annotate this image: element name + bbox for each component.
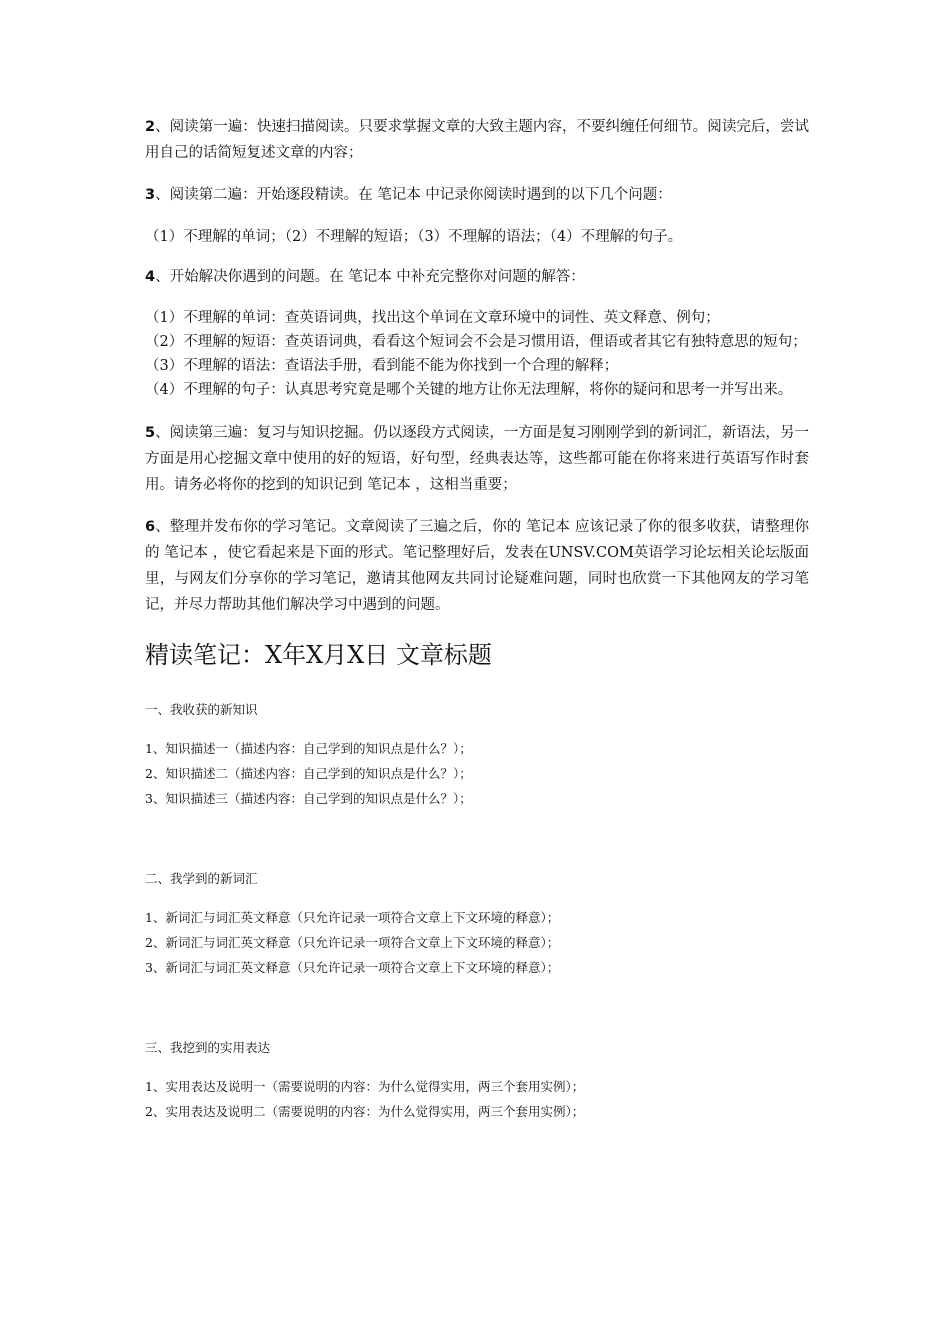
step-4-paragraph (145, 264, 809, 290)
step-text: 、整理并发布你的学习笔记。文章阅读了三遍之后，你的 笔记本 应该记录了你的很多收获，请整理你的 笔记本 ，使它看起来是下面的形式。笔记整理好后，发表在UNSV.COM英语学习论坛相关论坛版面里，与网友们分享你的学习笔记，邀请其他网友共同讨论疑难问题，同时也欣赏一下其他网友的学习笔记，并尽力帮助其他们解决学习中遇到的问题。 (145, 519, 809, 613)
step-5-paragraph (145, 420, 809, 498)
section-title: 三、我挖到的实用表达 (145, 1040, 271, 1055)
section-new-knowledge (145, 700, 809, 811)
notes-title: 精读笔记：X年X月X日 文章标题 (145, 641, 492, 669)
list-item: 2、知识描述二（描述内容：自己学到的知识点是什么？）； (145, 766, 472, 781)
step-3-paragraph (145, 182, 809, 208)
step-text: 、阅读第一遍：快速扫描阅读。只要求掌握文章的大致主题内容，不要纠缠任何细节。阅读完后，尝试用自己的话简短复述文章的内容； (145, 119, 809, 161)
section-title: 二、我学到的新词汇 (145, 871, 258, 886)
list-item: 2、新词汇与词汇英文释意（只允许记录一项符合文章上下文环境的释意）； (145, 935, 560, 950)
document-content (145, 114, 809, 1124)
list-item: 2、实用表达及说明二（需要说明的内容：为什么觉得实用，两三个套用实例）； (145, 1104, 585, 1119)
answer-item: （3）不理解的语法：查语法手册，看到能不能为你找到一个合理的解释； (145, 358, 619, 374)
step-3-problem-list: （1）不理解的单词；（2）不理解的短语；（3）不理解的语法；（4）不理解的句子。 (145, 229, 683, 245)
step-text: 、阅读第三遍：复习与知识挖掘。仍以逐段方式阅读，一方面是复习刚刚学到的新词汇，新语法，另一方面是用心挖掘文章中使用的好的短语，好句型，经典表达等，这些都可能在你将来进行英语写作时套用。请务必将你的挖到的知识记到 笔记本 ，这相当重要； (145, 425, 809, 493)
answer-item: （2）不理解的短语：查英语词典，看看这个短词会不会是习惯用语，俚语或者其它有独特意思的短句； (145, 334, 807, 350)
step-text: 、开始解决你遇到的问题。在 笔记本 中补充完整你对问题的解答： (155, 269, 585, 285)
list-item: 1、新词汇与词汇英文释意（只允许记录一项符合文章上下文环境的释意）； (145, 910, 560, 925)
answer-item: （1）不理解的单词：查英语词典，找出这个单词在文章环境中的词性、英文释意、例句； (145, 310, 720, 326)
step-text: 、阅读第二遍：开始逐段精读。在 笔记本 中记录你阅读时遇到的以下几个问题： (155, 187, 672, 203)
step-number: 3 (145, 187, 156, 203)
step-number: 6 (145, 519, 156, 535)
list-item: 3、新词汇与词汇英文释意（只允许记录一项符合文章上下文环境的释意）； (145, 960, 560, 975)
answer-item: （4）不理解的句子：认真思考究竟是哪个关键的地方让你无法理解，将你的疑问和思考一并写出来。 (145, 382, 793, 398)
step-6-paragraph (145, 514, 809, 618)
step-number: 5 (145, 425, 156, 441)
list-item: 1、实用表达及说明一（需要说明的内容：为什么觉得实用，两三个套用实例）； (145, 1079, 585, 1094)
step-number: 4 (145, 269, 156, 285)
section-title: 一、我收获的新知识 (145, 702, 258, 717)
step-4-answer-list (145, 306, 809, 402)
spacer (145, 980, 809, 1008)
section-new-vocabulary (145, 869, 809, 980)
list-item: 1、知识描述一（描述内容：自己学到的知识点是什么？）； (145, 741, 472, 756)
step-2-paragraph (145, 114, 809, 166)
list-item: 3、知识描述三（描述内容：自己学到的知识点是什么？）； (145, 791, 472, 806)
spacer (145, 811, 809, 839)
step-number: 2 (145, 119, 156, 135)
section-useful-expressions (145, 1038, 809, 1124)
